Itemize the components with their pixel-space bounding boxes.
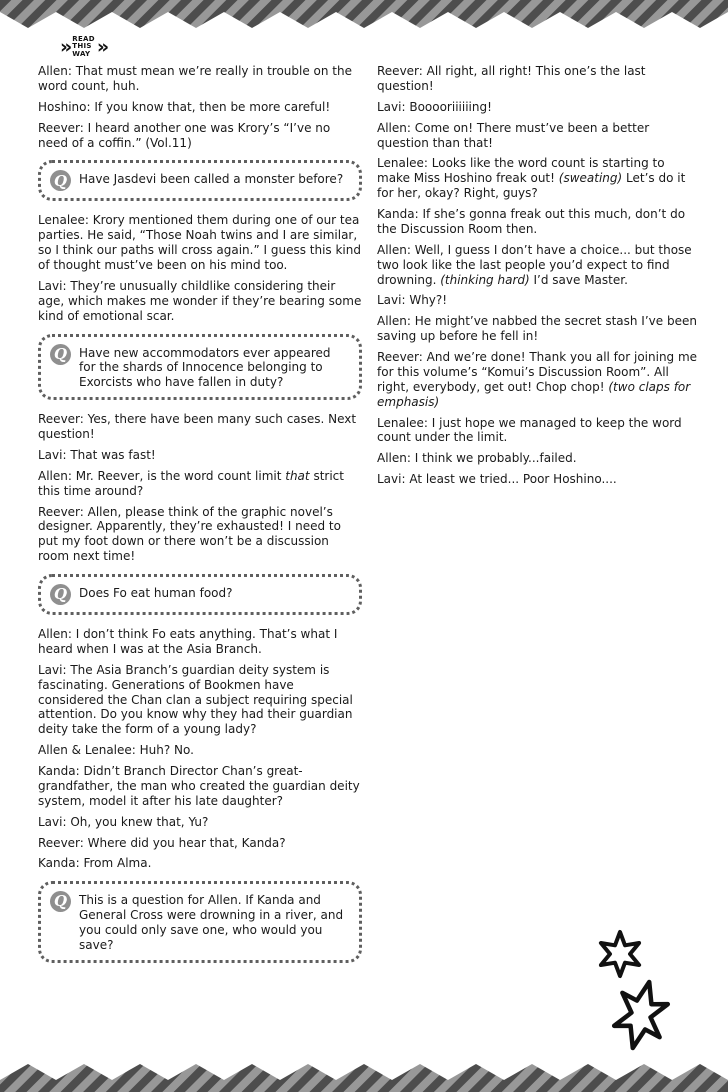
stage-direction-text: (two claps for emphasis) (377, 379, 691, 409)
read-this-way-marker (60, 36, 107, 58)
dialogue-text: Allen: Mr. Reever, is the word count limit (38, 468, 286, 483)
dialogue-line (377, 243, 701, 288)
dialogue-text: Kanda: Didn’t Branch Director Chan’s great-grandfather, the man who created the guardian deity system, model it after his late daughter? (38, 764, 360, 808)
question-text (79, 584, 233, 601)
dialogue-text: Lavi: That was fast! (38, 447, 156, 462)
dialogue-text: Lenalee: I just hope we managed to keep the word count under the limit. (377, 415, 682, 445)
dialogue-line (38, 121, 362, 151)
chevron-right-icon: » (60, 35, 71, 58)
question-icon: Q (50, 584, 71, 605)
dialogue-text: Lenalee: Krory mentioned them during one of our tea parties. He said, “Those Noah twins and I are similar, so I think our paths will cross again.” I guess this kind of thought must’ve been on his mind too. (38, 213, 361, 272)
question-text (79, 344, 350, 391)
read-this-way-line: THIS (72, 42, 92, 51)
dialogue-line (38, 836, 362, 851)
dialogue-text: Lavi: At least we tried... Poor Hoshino.... (377, 472, 617, 487)
dialogue-line (38, 213, 362, 273)
dialogue-text: Have new accommodators ever appeared for the shards of Innocence belonging to Exorcists who have fallen in duty? (79, 345, 331, 390)
dialogue-text: Allen: Well, I guess I don’t have a choice... but those two look like the last people you’d expect to find drowning. (377, 242, 692, 287)
left-text-column (38, 64, 362, 975)
dialogue-line (38, 469, 362, 499)
read-this-way-line: READ (72, 35, 95, 43)
question-icon: Q (50, 344, 71, 365)
dialogue-text: Lenalee: Looks like the word count is starting to make Miss Hoshino freak out! (377, 156, 665, 186)
dialogue-line (38, 627, 362, 657)
dialogue-text: Allen: He might’ve nabbed the secret stash I’ve been saving up before he fell in! (377, 314, 697, 344)
dialogue-line (377, 207, 701, 237)
dialogue-line (38, 448, 362, 463)
dialogue-line (38, 100, 362, 115)
dialogue-line (377, 64, 701, 94)
dialogue-line (38, 856, 362, 871)
dialogue-line (38, 815, 362, 830)
dialogue-text: Lavi: Oh, you knew that, Yu? (38, 814, 209, 829)
dialogue-text: Lavi: The Asia Branch’s guardian deity system is fascinating. Generations of Bookmen have considered the Chan clan a subject requiring special attention. Do you know why they had their guardian deity take the form of a young lady? (38, 662, 353, 737)
dialogue-text: Allen: I don’t think Fo eats anything. That’s what I heard when I was at the Asia Branch. (38, 627, 338, 656)
dialogue-text: Reever: All right, all right! This one’s the last question! (377, 64, 646, 93)
dialogue-text: Have Jasdevi been called a monster before? (79, 172, 344, 187)
question-icon: Q (50, 170, 71, 191)
question-text (79, 891, 350, 953)
chevron-right-icon: » (96, 35, 108, 58)
dialogue-text: Lavi: Booooriiiiiing! (377, 99, 492, 114)
read-this-way-label (72, 36, 95, 58)
question-text (79, 170, 343, 187)
dialogue-line (377, 121, 701, 151)
dialogue-line (38, 64, 362, 94)
dialogue-line (377, 293, 701, 308)
dialogue-line (377, 451, 701, 466)
large-star-icon (601, 975, 681, 1055)
read-this-way-line: WAY (72, 49, 91, 58)
question-box (38, 160, 362, 201)
dialogue-text: Reever: Yes, there have been many such cases. Next question! (38, 412, 357, 441)
dialogue-text: Let’s do it for her, okay? Right, guys? (377, 171, 686, 201)
dialogue-line (377, 100, 701, 115)
small-star-icon (596, 928, 644, 980)
striped-border-top (0, 0, 728, 30)
dialogue-text: Lavi: They’re unusually childlike considering their age, which makes me wonder if they’re bearing some kind of emotional scar. (38, 278, 362, 323)
dialogue-text: Reever: And we’re done! Thank you all for joining me for this volume’s “Komui’s Discussion Room”. All right, everybody, get out! Chop chop! (377, 350, 698, 394)
question-icon: Q (50, 891, 71, 912)
dialogue-text: Reever: Allen, please think of the graphic novel’s designer. Apparently, they’re exhausted! I need to put my foot down or there won’t be a discussion room next time! (38, 504, 341, 564)
dialogue-text: Allen & Lenalee: Huh? No. (38, 743, 194, 758)
stage-direction-text: (sweating) (558, 171, 623, 186)
dialogue-line (377, 156, 701, 201)
dialogue-text: strict this time around? (38, 468, 344, 498)
dialogue-line (38, 764, 362, 809)
dialogue-line (38, 412, 362, 442)
dialogue-text: Hoshino: If you know that, then be more careful! (38, 99, 331, 114)
dialogue-text: Reever: Where did you hear that, Kanda? (38, 835, 286, 850)
dialogue-text: Kanda: If she’s gonna freak out this much, don’t do the Discussion Room then. (377, 207, 686, 236)
dialogue-line (377, 314, 701, 344)
stage-direction-text: that (285, 468, 310, 483)
dialogue-text: Does Fo eat human food? (79, 586, 233, 600)
dialogue-text: Allen: That must mean we’re really in trouble on the word count, huh. (38, 64, 352, 93)
striped-border-bottom (0, 1062, 728, 1092)
dialogue-line (377, 472, 701, 487)
dialogue-text: Reever: I heard another one was Krory’s “I’ve no need of a coffin.” (Vol.11) (38, 120, 331, 150)
dialogue-line (38, 505, 362, 565)
stage-direction-text: (thinking hard) (440, 272, 530, 287)
dialogue-text: Kanda: From Alma. (38, 856, 152, 871)
dialogue-text: Allen: Come on! There must’ve been a better question than that! (377, 120, 650, 150)
dialogue-text: Lavi: Why?! (377, 293, 448, 308)
right-text-column (377, 64, 701, 493)
dialogue-line (38, 743, 362, 758)
dialogue-line (38, 663, 362, 737)
dialogue-line (377, 350, 701, 410)
question-box (38, 881, 362, 963)
question-box (38, 334, 362, 401)
dialogue-text: Allen: I think we probably...failed. (377, 451, 577, 466)
dialogue-line (377, 416, 701, 446)
dialogue-text: I’d save Master. (529, 272, 628, 287)
dialogue-text: This is a question for Allen. If Kanda and General Cross were drowning in a river, and you could only save one, who would you save? (79, 893, 344, 952)
question-box (38, 574, 362, 615)
dialogue-line (38, 279, 362, 324)
